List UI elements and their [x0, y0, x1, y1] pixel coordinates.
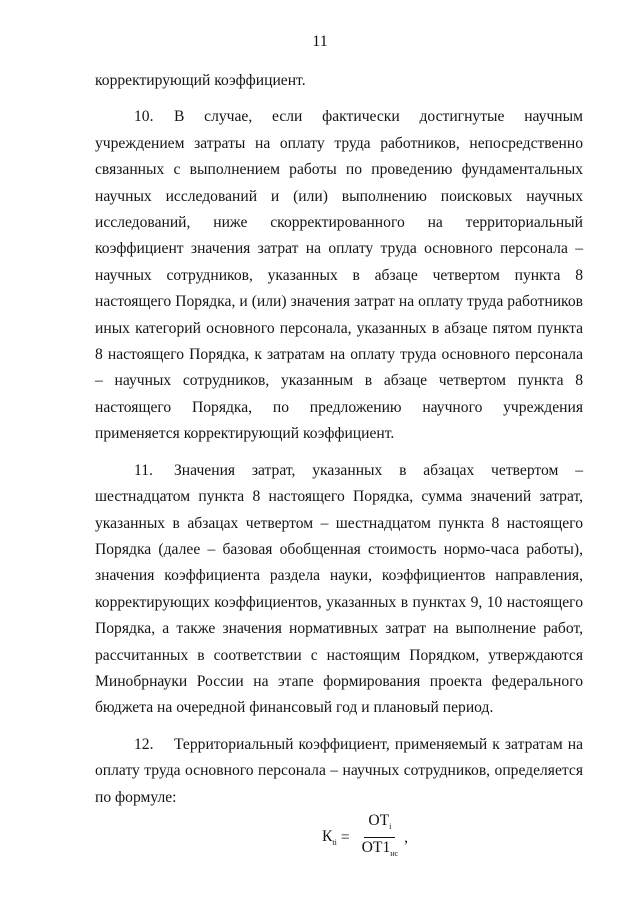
paragraph-10	[95, 104, 583, 447]
formula-denominator: $ОТ1_{нс}$	[361, 839, 399, 859]
paragraph-12	[95, 732, 583, 811]
paragraph-11	[95, 458, 583, 722]
formula-lhs: $К_{ti}$	[322, 828, 337, 848]
paragraph-number: 10.	[134, 108, 154, 126]
page-number: 11	[312, 33, 328, 50]
paragraph-number: 12.	[134, 735, 154, 753]
paragraph-continuation: корректирующий коэффициент.	[95, 72, 306, 89]
formula-equals: =	[340, 828, 350, 846]
formula-fraction	[358, 812, 402, 863]
paragraph-text: В случае, если фактически достигнутые научным учреждением затраты на оплату труда работников, непосредственно связанных с выполнением работы по проведению фундаментальных научных исследований и (или) выполнению поисковых научных исследований, ниже скорректированного на территориальный коэффициент значения затрат на оплату труда основного персонала – научных сотрудников, указанных в абзаце четвертом пункта 8 настоящего Порядка, и (или) значения затрат на оплату труда работников иных категорий основного персонала, указанных в абзаце пятом пункта 8 настоящего Порядка, к затратам на оплату труда основного персонала – научных сотрудников, указанным в абзаце четвертом пункта 8 настоящего Порядка, по предложению научного учреждения применяется корректирующий коэффициент.	[95, 108, 583, 443]
paragraph-number: 11.	[134, 461, 153, 479]
formula-numerator: $ОТ_i$	[364, 812, 395, 838]
paragraph-text: Территориальный коэффициент, применяемый к затратам на оплату труда основного персонала – научных сотрудников, определяется по формуле:	[95, 735, 583, 806]
paragraph-text: Значения затрат, указанных в абзацах четвертом – шестнадцатом пункта 8 настоящего Порядка, сумма значений затрат, указанных в абзацах четвертом – шестнадцатом пункта 8 настоящего Порядка (далее – базовая обобщенная стоимость нормо-часа работы), значения коэффициента раздела науки, коэффициентов направления, корректирующих коэффициентов, указанных в пунктах 9, 10 настоящего Порядка, а также значения нормативных затрат на выполнение работ, рассчитанных в соответствии с настоящим Порядком, утверждаются Минобрнауки России на этапе формирования проекта федерального бюджета на очередной финансовый год и плановый период.	[95, 461, 583, 717]
formula	[322, 812, 408, 863]
formula-comma: ,	[404, 828, 408, 846]
document-body	[95, 68, 583, 811]
